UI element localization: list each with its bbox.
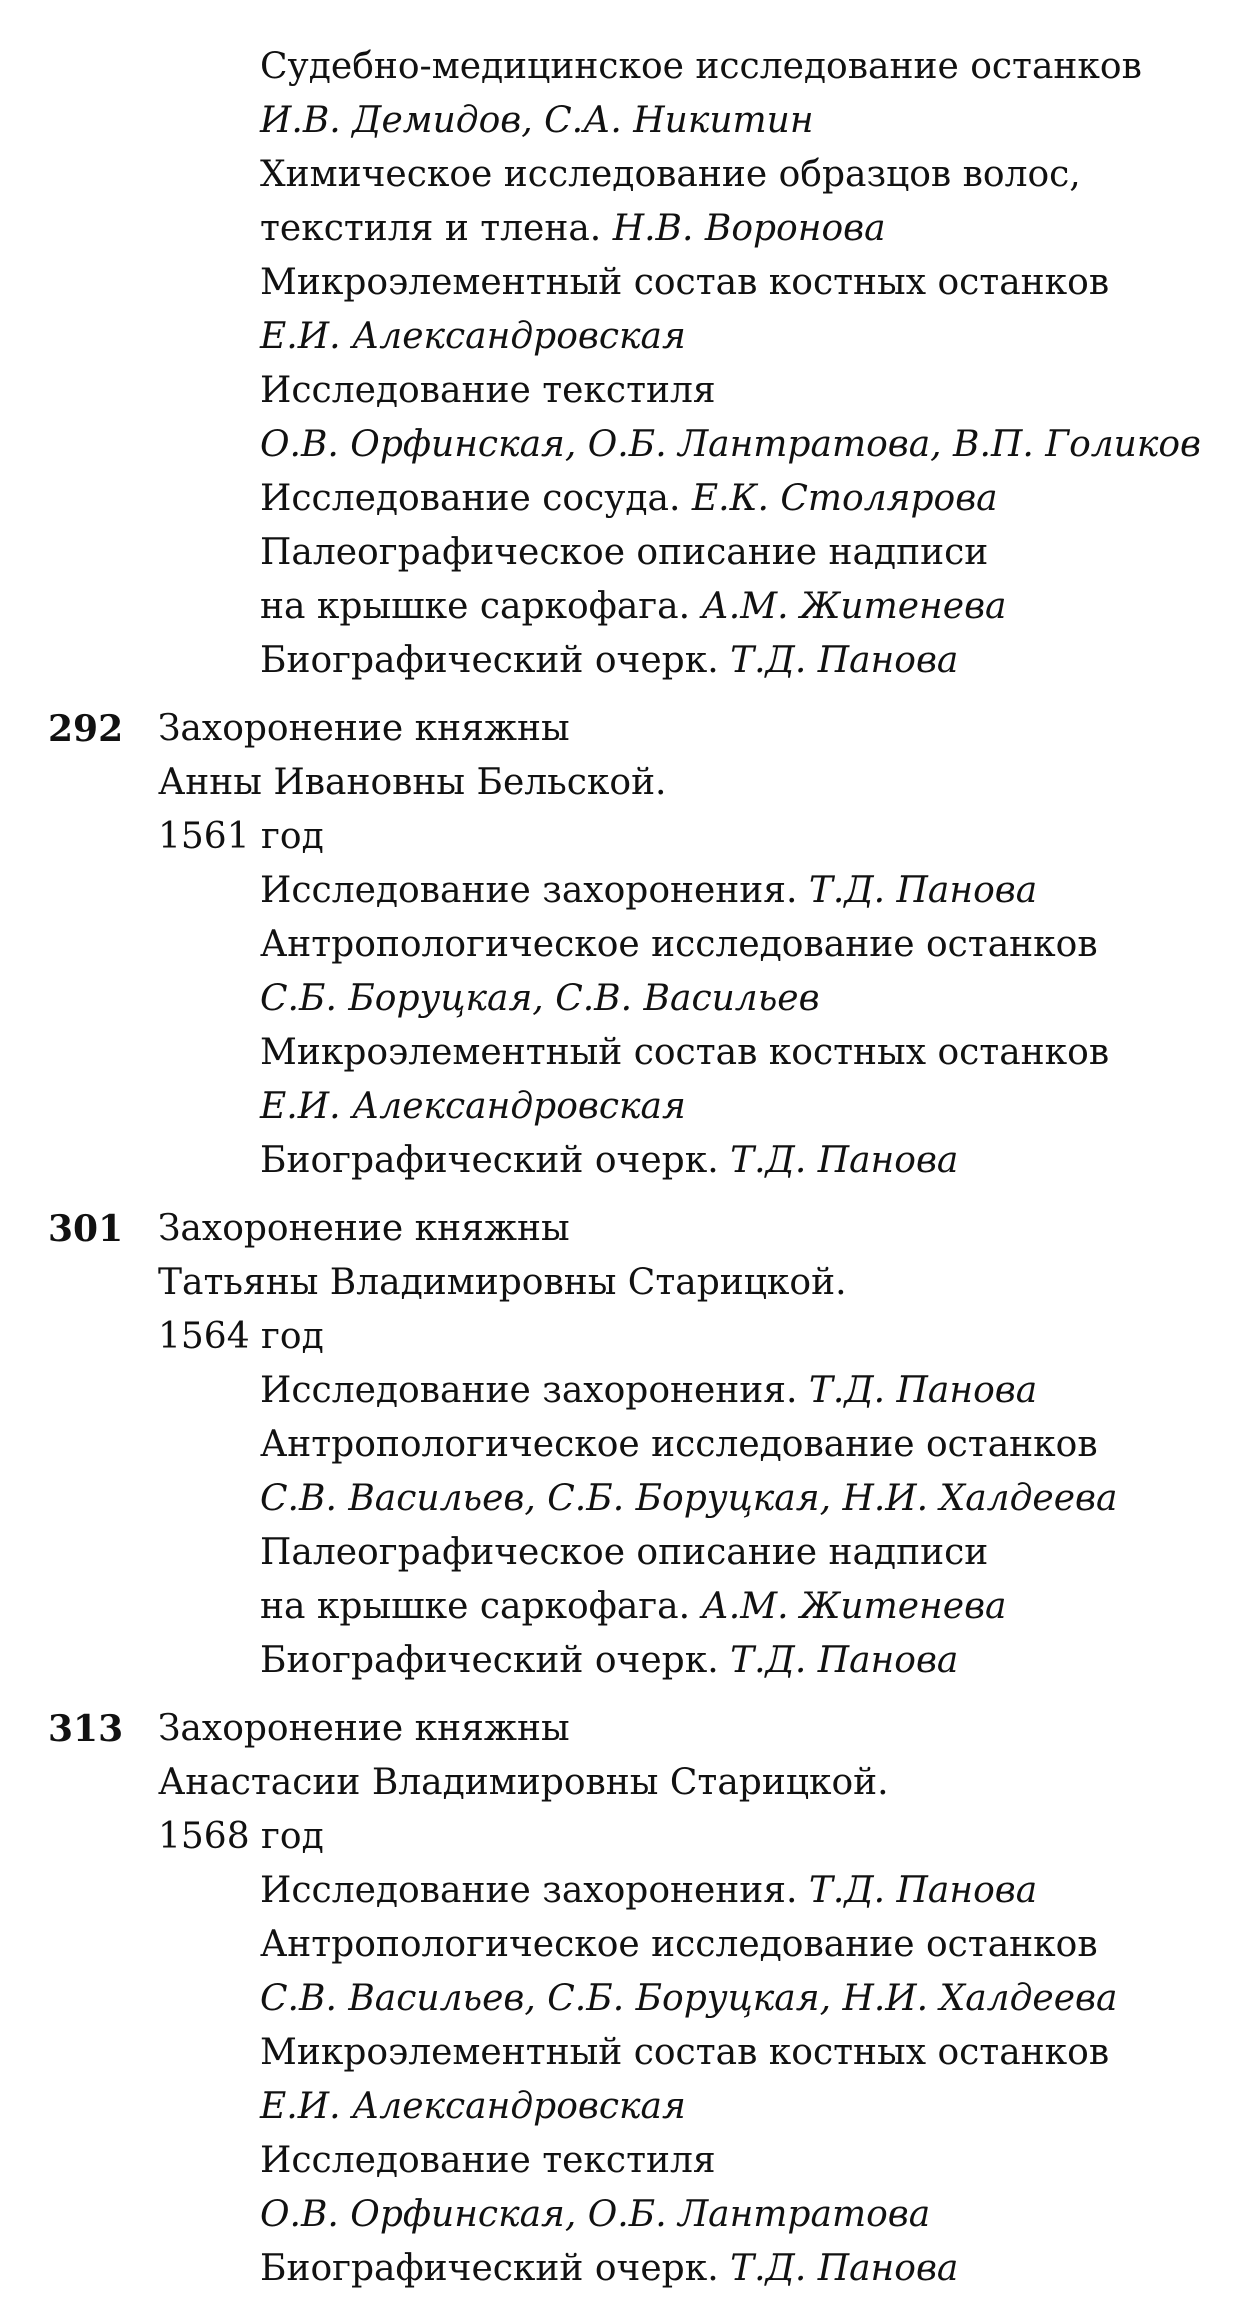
toc-entry-heading: Захоронение княжны <box>158 1208 570 1249</box>
toc-item-title: Исследование сосуда. <box>260 478 681 519</box>
toc-entry-heading: Анны Ивановны Бельской. <box>158 762 667 803</box>
toc-item-authors: А.М. Житенева <box>701 586 1007 627</box>
toc-item-title: Исследование текстиля <box>260 2140 716 2181</box>
toc-item-title-cont: текстиля и тлена. <box>260 208 602 249</box>
toc-page-number: 292 <box>48 708 124 750</box>
toc-item-title: Палеографическое описание надписи <box>260 1532 989 1573</box>
toc-item-line <box>260 202 886 256</box>
toc-item-title: Биографический очерк. <box>260 640 719 681</box>
toc-item-title: Антропологическое исследование останков <box>260 1424 1098 1465</box>
toc-item-title: Исследование текстиля <box>260 370 716 411</box>
toc-item-title: Биографический очерк. <box>260 2248 719 2289</box>
toc-item-title: Микроэлементный состав костных останков <box>260 1032 1110 1073</box>
toc-item-authors: С.В. Васильев, С.Б. Боруцкая, Н.И. Халдеева <box>260 1978 1118 2019</box>
toc-item-authors: О.В. Орфинская, О.Б. Лантратова <box>260 2194 931 2235</box>
toc-page-number: 313 <box>48 1708 124 1750</box>
toc-item-line <box>260 580 1007 634</box>
toc-item-title: Микроэлементный состав костных останков <box>260 2032 1110 2073</box>
toc-item-authors: Т.Д. Панова <box>730 2248 959 2289</box>
toc-item-title: Биографический очерк. <box>260 1640 719 1681</box>
toc-item-title: Исследование захоронения. <box>260 870 798 911</box>
toc-item-title: Химическое исследование образцов волос, <box>260 154 1081 195</box>
toc-item-authors: Т.Д. Панова <box>730 1140 959 1181</box>
toc-item-authors: Н.В. Воронова <box>612 208 886 249</box>
toc-item-line <box>260 472 998 526</box>
toc-item-authors: Т.Д. Панова <box>730 640 959 681</box>
toc-item-title: Антропологическое исследование останков <box>260 924 1098 965</box>
toc-item-title: Исследование захоронения. <box>260 1870 798 1911</box>
toc-item-title: Микроэлементный состав костных останков <box>260 262 1110 303</box>
toc-item-authors: Т.Д. Панова <box>808 870 1038 911</box>
toc-item-authors: Т.Д. Панова <box>808 1370 1038 1411</box>
toc-entry-heading: Захоронение княжны <box>158 708 570 749</box>
toc-entry-heading: Анастасии Владимировны Старицкой. <box>158 1762 889 1803</box>
toc-entry-heading: Захоронение княжны <box>158 1708 570 1749</box>
toc-item-line <box>260 1864 1037 1918</box>
toc-item-authors: И.В. Демидов, С.А. Никитин <box>260 100 814 141</box>
toc-item-title: Палеографическое описание надписи <box>260 532 989 573</box>
toc-item-authors: Е.И. Александровская <box>260 2086 686 2127</box>
toc-item-authors: Е.К. Столярова <box>691 478 998 519</box>
toc-item-line <box>260 1364 1037 1418</box>
toc-item-line <box>260 634 958 688</box>
toc-item-line <box>260 2242 958 2296</box>
toc-item-authors: А.М. Житенева <box>701 1586 1007 1627</box>
toc-item-authors: С.В. Васильев, С.Б. Боруцкая, Н.И. Халдеева <box>260 1478 1118 1519</box>
toc-item-authors: Е.И. Александровская <box>260 316 686 357</box>
toc-item-authors: Т.Д. Панова <box>808 1870 1038 1911</box>
toc-page-number: 301 <box>48 1208 124 1250</box>
toc-entry-year: 1568 год <box>158 1816 324 1857</box>
toc-item-title: Антропологическое исследование останков <box>260 1924 1098 1965</box>
toc-item-title: Исследование захоронения. <box>260 1370 798 1411</box>
toc-item-line <box>260 1134 958 1188</box>
toc-item-title-cont: на крышке саркофага. <box>260 586 691 627</box>
toc-item-authors: С.Б. Боруцкая, С.В. Васильев <box>260 978 820 1019</box>
toc-item-line <box>260 1580 1007 1634</box>
toc-item-line <box>260 1634 958 1688</box>
toc-item-title-cont: на крышке саркофага. <box>260 1586 691 1627</box>
toc-item-line <box>260 864 1037 918</box>
toc-entry-year: 1561 год <box>158 816 324 857</box>
toc-item-title: Судебно-медицинское исследование останков <box>260 46 1142 87</box>
toc-item-authors: Т.Д. Панова <box>730 1640 959 1681</box>
toc-entry-year: 1564 год <box>158 1316 324 1357</box>
toc-item-authors: Е.И. Александровская <box>260 1086 686 1127</box>
toc-item-title: Биографический очерк. <box>260 1140 719 1181</box>
toc-item-authors: О.В. Орфинская, О.Б. Лантратова, В.П. Голиков <box>260 424 1201 465</box>
toc-entry-heading: Татьяны Владимировны Старицкой. <box>158 1262 847 1303</box>
